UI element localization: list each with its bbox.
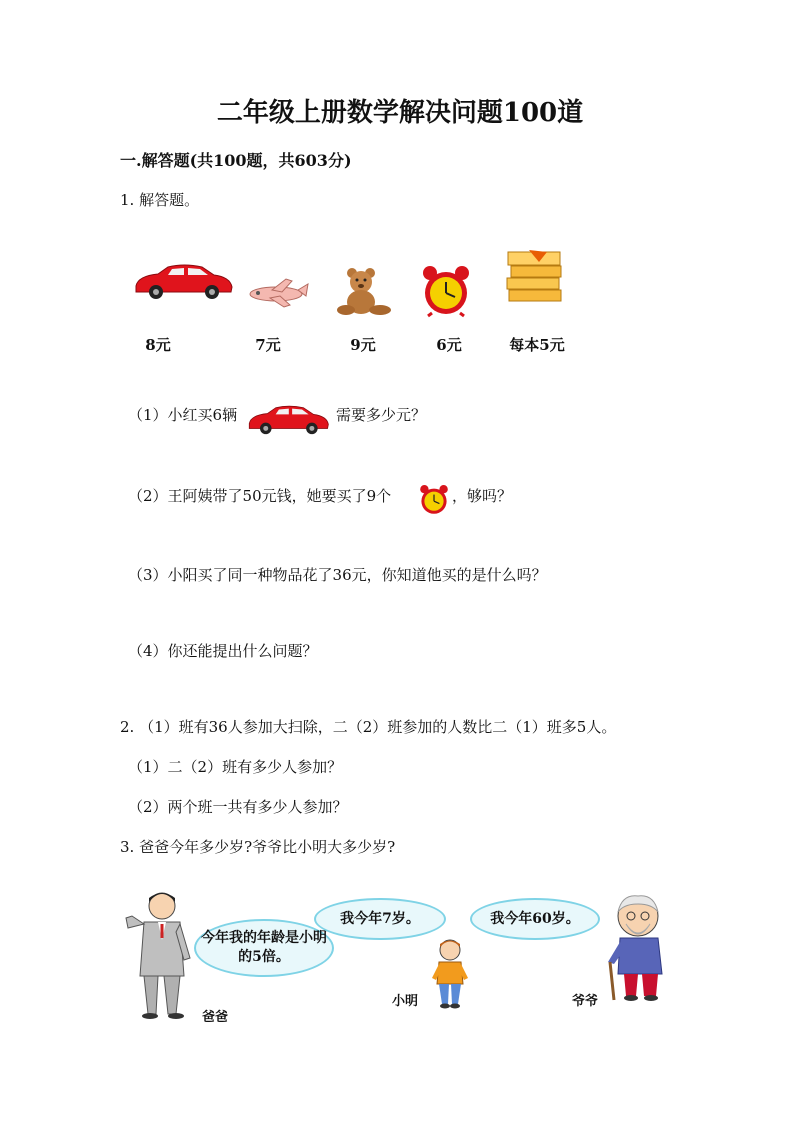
label-father: 爸爸 [202, 1010, 229, 1025]
book-stack-icon [505, 248, 563, 304]
q1-sub1-text-a: （1）小红买6辆 [128, 406, 238, 424]
price-bear: 9元 [350, 336, 376, 354]
section-heading: 一.解答题(共100题，共603分) [120, 151, 352, 170]
alarm-clock-icon [418, 266, 474, 316]
question-2-heading: 2. （1）班有36人参加大扫除，二（2）班参加的人数比二（1）班多5人。 [120, 718, 617, 736]
q1-sub3-text: （3）小阳买了同一种物品花了36元，你知道他买的是什么吗？ [128, 566, 547, 584]
q2-sub1-text: （1）二（2）班有多少人参加？ [128, 758, 343, 776]
grandpa-figure [598, 890, 678, 1004]
price-clock: 6元 [436, 336, 462, 354]
toy-plane-icon [246, 278, 310, 308]
price-car: 8元 [145, 336, 171, 354]
speech-bubble-xiaoming: 我今年7岁。 [314, 898, 446, 940]
price-books: 每本5元 [509, 336, 565, 354]
teddy-bear-icon [334, 268, 394, 316]
q1-sub2-text-a: （2）王阿姨带了50元钱，她要买了9个 [128, 487, 392, 505]
speech-bubble-father: 今年我的年龄是小明的5倍。 [194, 919, 334, 977]
boy-figure [430, 938, 470, 1010]
price-plane: 7元 [255, 336, 281, 354]
alarm-clock-icon [417, 485, 451, 515]
toy-car-icon [246, 405, 330, 437]
q1-sub1-text-b: 需要多少元？ [336, 406, 427, 424]
q1-sub4-text: （4）你还能提出什么问题？ [128, 642, 318, 660]
father-figure [124, 888, 200, 1022]
label-xiaoming: 小明 [392, 994, 419, 1009]
question-1-heading: 1. 解答题。 [120, 191, 200, 209]
label-grandpa: 爷爷 [572, 994, 599, 1009]
q2-sub2-text: （2）两个班一共有多少人参加？ [128, 798, 348, 816]
toy-car-icon [132, 264, 234, 302]
q1-sub2-text-b: ，够吗？ [452, 487, 513, 505]
speech-bubble-grandpa: 我今年60岁。 [470, 898, 600, 940]
page-title: 二年级上册数学解决问题100道 [216, 98, 584, 128]
question-3-heading: 3. 爸爸今年多少岁?爷爷比小明大多少岁? [120, 838, 396, 856]
